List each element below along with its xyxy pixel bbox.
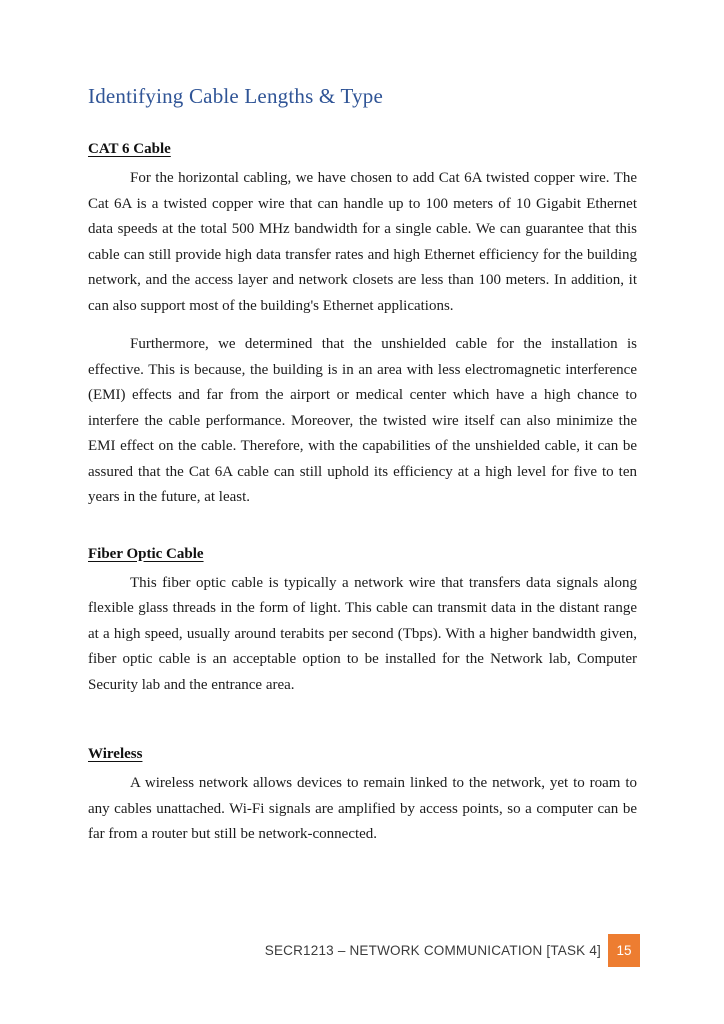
section-heading-wireless: Wireless — [88, 746, 143, 762]
section-wireless — [88, 744, 637, 848]
footer-course-text: SECR1213 – NETWORK COMMUNICATION [TASK 4] — [264, 943, 601, 958]
section-fiber-optic-cable — [88, 544, 637, 699]
paragraph: A wireless network allows devices to remain linked to the network, yet to roam to any cables unattached. Wi-Fi signals are amplified by access points, so a computer can be far from a router but still be network-connected. — [88, 775, 637, 842]
page-number-badge: 15 — [608, 934, 640, 967]
page-footer — [0, 934, 640, 967]
section-heading-fiber-optic-cable: Fiber Optic Cable — [88, 545, 204, 562]
section-heading-cat6-cable: CAT 6 Cable — [88, 141, 171, 157]
page-title: Identifying Cable Lengths & Type — [88, 84, 383, 108]
paragraph: For the horizontal cabling, we have chosen to add Cat 6A twisted copper wire. The Cat 6A is a twisted copper wire that can handle up to 100 meters of 10 Gigabit Ethernet data speeds at the total 500 MHz bandwidth for a single cable. We can guarantee that this cable can still provide high data transfer rates and high Ethernet efficiency for the building network, and the access layer and network closets are less than 100 meters. In addition, it can also support most of the building's Ethernet applications. — [88, 170, 637, 314]
paragraph: Furthermore, we determined that the unshielded cable for the installation is effective. This is because, the building is in an area with less electromagnetic interference (EMI) effects and far from the airport or medical center which have a high chance to interfere the cable performance. Moreover, the twisted wire itself can also minimize the EMI effect on the cable. Therefore, with the capabilities of the unshielded cable, it can be assured that the Cat 6A cable can still uphold its efficiency at a high level for five to ten years in the future, at least. — [88, 336, 637, 505]
document-content — [88, 0, 637, 861]
paragraph: This fiber optic cable is typically a network wire that transfers data signals along flexible glass threads in the form of light. This cable can transmit data in the distant range at a high speed, usually around terabits per second (Tbps). With a higher bandwidth given, fiber optic cable is an acceptable option to be installed for the Network lab, Computer Security lab and the entrance area. — [88, 574, 637, 693]
section-cat6-cable — [88, 139, 637, 511]
